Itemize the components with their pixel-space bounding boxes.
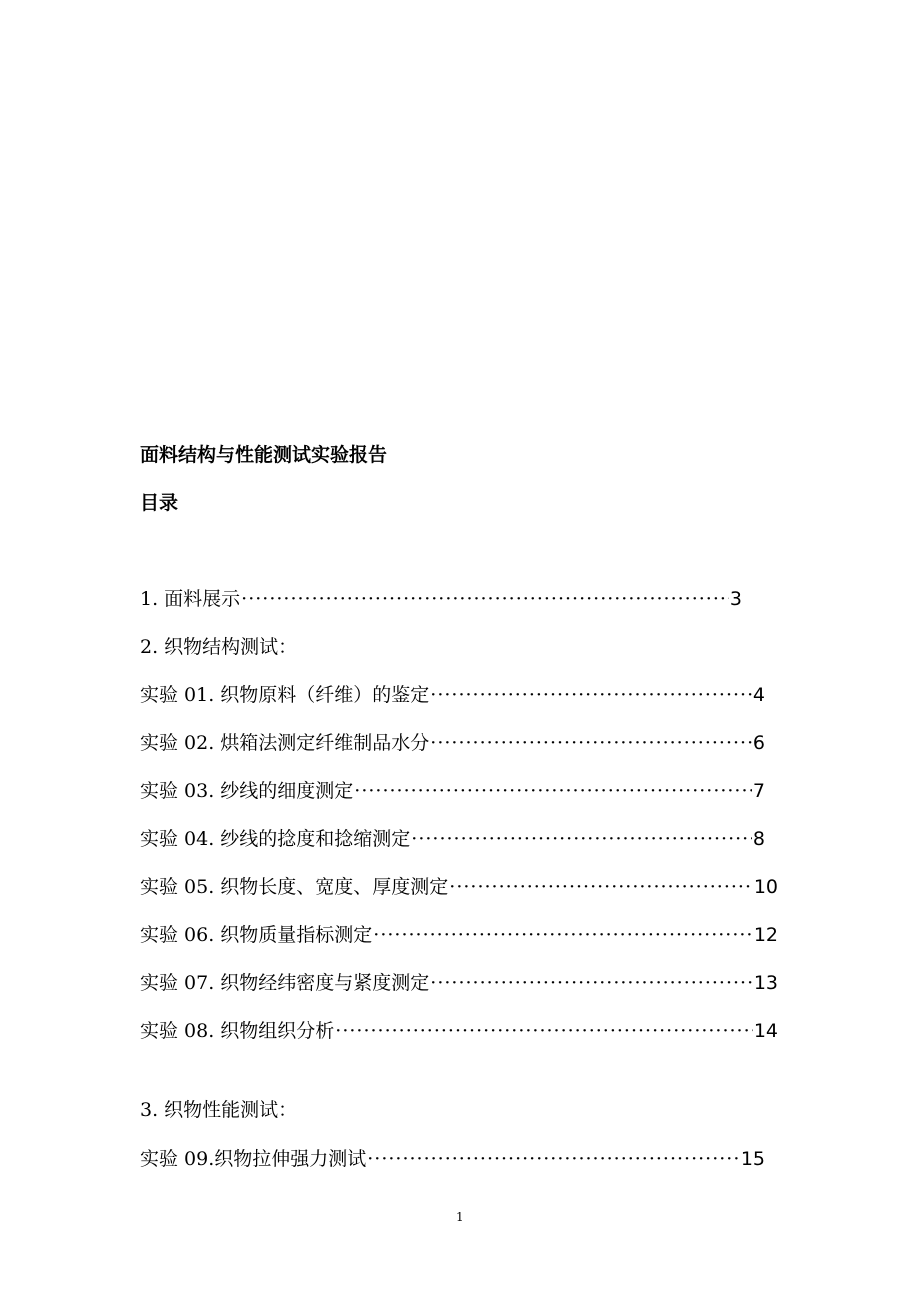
toc-page: 14: [753, 1020, 778, 1042]
toc-entry[interactable]: [140, 728, 765, 754]
toc-entry[interactable]: [140, 872, 778, 898]
toc-label: 实验 05. 织物长度、宽度、厚度测定: [140, 876, 449, 898]
toc-page: 12: [753, 924, 778, 946]
toc-heading: 目录: [140, 492, 179, 514]
document-title: 面料结构与性能测试实验报告: [140, 444, 388, 466]
toc-label: 实验 04. 纱线的捻度和捻缩测定: [140, 828, 411, 850]
toc-label: 实验 09.织物拉伸强力测试: [140, 1148, 367, 1170]
toc-entry[interactable]: [140, 968, 778, 994]
toc-entry[interactable]: [140, 920, 778, 946]
toc-page: 7: [752, 780, 765, 802]
dot-leader: [335, 1020, 753, 1042]
toc-label: 实验 02. 烘箱法测定纤维制品水分: [140, 732, 430, 754]
toc-label: 实验 08. 织物组织分析: [140, 1020, 335, 1042]
page-number: 1: [456, 1210, 464, 1224]
toc-entry[interactable]: [140, 584, 742, 610]
dot-leader: [241, 588, 729, 610]
toc-page: 6: [752, 732, 765, 754]
toc-section-heading: 2. 织物结构测试：: [140, 636, 298, 658]
dot-leader: [354, 780, 752, 802]
dot-leader: [449, 876, 753, 898]
toc-entry[interactable]: [140, 1144, 765, 1170]
toc-page: 4: [752, 684, 765, 706]
toc-entry[interactable]: [140, 824, 765, 850]
toc-page: 13: [753, 972, 778, 994]
dot-leader: [430, 684, 752, 706]
toc-entry[interactable]: [140, 776, 765, 802]
toc-page: 10: [753, 876, 778, 898]
dot-leader: [373, 924, 753, 946]
toc-label: 实验 01. 织物原料（纤维）的鉴定: [140, 684, 430, 706]
toc-page: 15: [740, 1148, 765, 1170]
toc-label: 实验 07. 织物经纬密度与紧度测定: [140, 972, 430, 994]
toc-entry[interactable]: [140, 680, 765, 706]
toc-section-heading: 3. 织物性能测试：: [140, 1099, 298, 1121]
dot-leader: [411, 828, 752, 850]
toc-label: 实验 06. 织物质量指标测定: [140, 924, 373, 946]
dot-leader: [367, 1148, 740, 1170]
dot-leader: [430, 972, 753, 994]
toc-label: 实验 03. 纱线的细度测定: [140, 780, 354, 802]
toc-entry[interactable]: [140, 1016, 778, 1042]
toc-label: 1. 面料展示: [140, 588, 241, 610]
toc-page: 8: [752, 828, 765, 850]
toc-page: 3: [729, 588, 742, 610]
dot-leader: [430, 732, 752, 754]
